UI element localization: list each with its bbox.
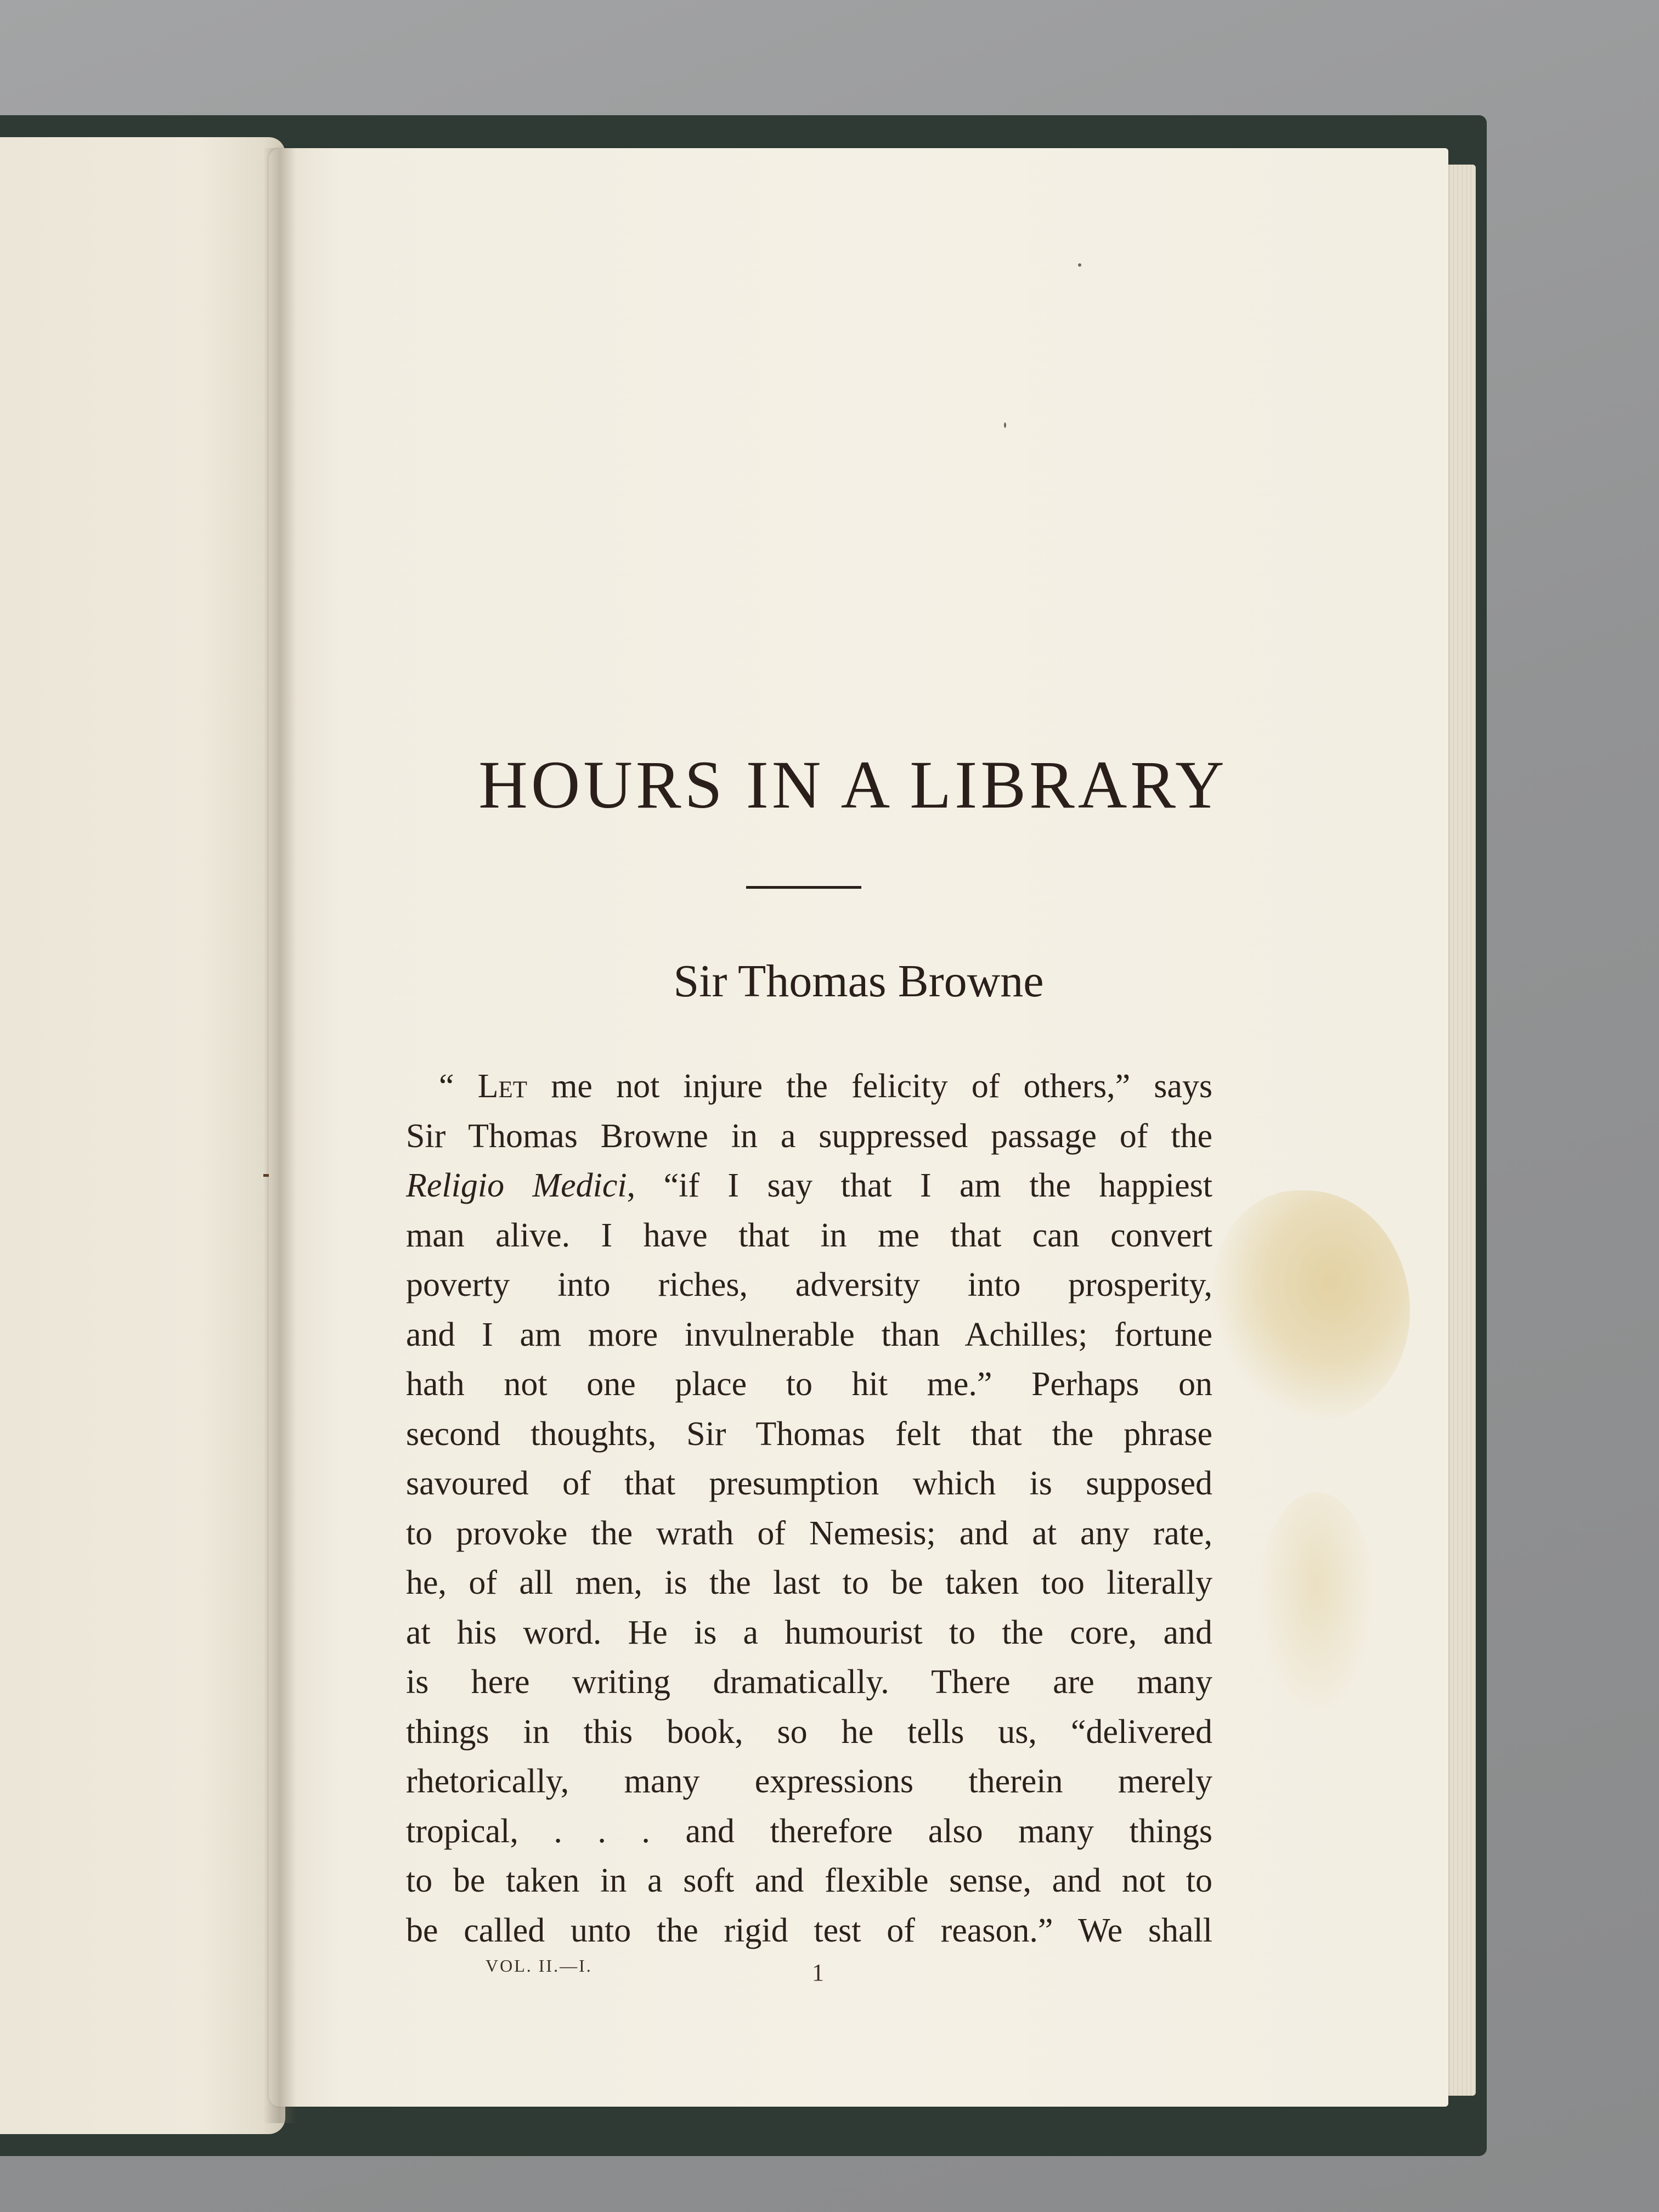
gutter-shadow: [263, 148, 296, 2123]
left-page: [0, 137, 285, 2134]
page-title: HOURS IN A LIBRARY: [478, 747, 1228, 822]
text-line: [406, 1111, 1212, 1161]
text-segment: to be taken in a soft and flexible sense, and not to: [406, 1862, 1212, 1899]
text-segment: man alive. I have that in me that can convert: [406, 1216, 1212, 1254]
signature-mark: VOL. II.—I.: [486, 1956, 592, 1976]
title-rule: [746, 886, 861, 889]
text-segment: hath not one place to hit me.” Perhaps on: [406, 1365, 1212, 1403]
text-line: [406, 1509, 1212, 1559]
speck: [1004, 422, 1006, 428]
page-number: 1: [812, 1959, 824, 1986]
text-line: [406, 1558, 1212, 1608]
text-segment: me not injure the felicity of others,” says: [527, 1068, 1212, 1105]
text-line: [406, 1359, 1212, 1409]
text-line: [406, 1161, 1212, 1211]
text-line: [406, 1707, 1212, 1757]
text-segment: savoured of that presumption which is supposed: [406, 1465, 1212, 1502]
water-stain: [1212, 1190, 1410, 1421]
text-segment: poverty into riches, adversity into prosperity,: [406, 1266, 1212, 1304]
text-segment: he, of all men, is the last to be taken too literally: [406, 1564, 1212, 1601]
text-line: [406, 1608, 1212, 1658]
text-segment: tropical, . . . and therefore also many things: [406, 1812, 1212, 1850]
text-line: [406, 1409, 1212, 1459]
text-segment: is here writing dramatically. There are many: [406, 1663, 1212, 1701]
water-stain-faint: [1256, 1492, 1377, 1723]
body-text: [406, 1062, 1212, 1955]
text-line: [406, 1807, 1212, 1857]
text-segment: , “if I say that I am the happiest: [627, 1167, 1213, 1204]
chapter-title: Sir Thomas Browne: [673, 956, 1044, 1007]
text-line: [406, 1260, 1212, 1310]
text-line: [406, 1757, 1212, 1807]
text-segment: rhetorically, many expressions therein merely: [406, 1763, 1212, 1800]
text-segment: be called unto the rigid test of reason.” We shall: [406, 1911, 1212, 1949]
text-segment: second thoughts, Sir Thomas felt that the phrase: [406, 1415, 1212, 1453]
text-line: [406, 1310, 1212, 1360]
text-line: [406, 1906, 1212, 1956]
text-line: [406, 1459, 1212, 1509]
text-line: [406, 1856, 1212, 1906]
text-segment: “: [439, 1068, 478, 1105]
text-segment: and I am more invulnerable than Achilles; fortune: [406, 1316, 1212, 1353]
right-page: [269, 148, 1448, 2107]
text-segment: Sir Thomas Browne in a suppressed passage of the: [406, 1117, 1212, 1155]
text-segment: Religio Medici: [406, 1167, 627, 1204]
speck: [1078, 263, 1081, 267]
text-line: [406, 1657, 1212, 1707]
text-segment: things in this book, so he tells us, “delivered: [406, 1713, 1212, 1751]
text-line: [406, 1062, 1212, 1111]
text-segment: Let: [477, 1068, 528, 1105]
text-segment: at his word. He is a humourist to the core, and: [406, 1613, 1212, 1651]
text-line: [406, 1211, 1212, 1261]
text-segment: to provoke the wrath of Nemesis; and at any rate,: [406, 1514, 1212, 1552]
